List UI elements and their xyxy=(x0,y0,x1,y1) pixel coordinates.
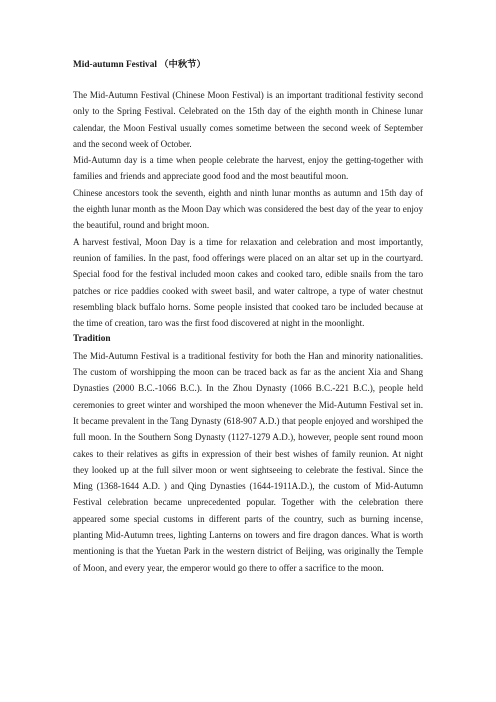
document-title: Mid-autumn Festival （中秋节） xyxy=(73,60,206,70)
paragraph-moon-day: A harvest festival, Moon Day is a time for relaxation and celebration and most importantly, reunion of families. In the past, food offerings were placed on an altar set up in the courtyard. Special food for the festival included moon cakes and cooked taro, edible snails from the taro patches or rice paddies cooked with sweet basil, and water caltrope, a type of water chestnut resembling black buffalo horns. Some people insisted that cooked taro be included because at the time of creation, taro was the first food discovered at night in the moonlight. xyxy=(73,236,423,329)
paragraph-harvest: Mid-Autumn day is a time when people celebrate the harvest, enjoy the getting-together with families and friends and appreciate good food and the most beautiful moon. xyxy=(73,155,423,182)
paragraph-intro: The Mid-Autumn Festival (Chinese Moon Festival) is an important traditional festivity second only to the Spring Festival. Celebrated on the 15th day of the eighth month in Chinese lunar calendar, the Moon Festival usually comes sometime between the second week of September and the second week of October. xyxy=(73,90,423,149)
paragraph-ancestors: Chinese ancestors took the seventh, eighth and ninth lunar months as autumn and 15th day of the eighth lunar month as the Moon Day which was considered the best day of the year to enjoy the beautiful, round and bright moon. xyxy=(73,187,423,231)
paragraph-tradition: The Mid-Autumn Festival is a traditional festivity for both the Han and minority nationalities. The custom of worshipping the moon can be traced back as far as the ancient Xia and Shang Dynasties (2000 B.C.-1066 B.C.). In the Zhou Dynasty (1066 B.C.-221 B.C.), people held ceremonies to greet winter and worshiped the moon whenever the Mid-Autumn Festival set in. It became prevalent in the Tang Dynasty (618-907 A.D.) that people enjoyed and worshiped the full moon. In the Southern Song Dynasty (1127-1279 A.D.), however, people sent round moon cakes to their relatives as gifts in expression of their best wishes of family reunion. At night they looked up at the full silver moon or went sightseeing to celebrate the festival. Since the Ming (1368-1644 A.D. ) and Qing Dynasties (1644-1911A.D.), the custom of Mid-Autumn Festival celebration became unprecedented popular. Together with the celebration there appeared some special customs in different parts of the country, such as burning incense, planting Mid-Autumn trees, lighting Lanterns on towers and fire dragon dances. What is worth mentioning is that the Yuetan Park in the western district of Beijing, was originally the Temple of Moon, and every year, the emperor would go there to offer a sacrifice to the moon. xyxy=(73,350,423,573)
section-heading-tradition: Tradition xyxy=(73,334,111,345)
document-page xyxy=(73,58,423,576)
